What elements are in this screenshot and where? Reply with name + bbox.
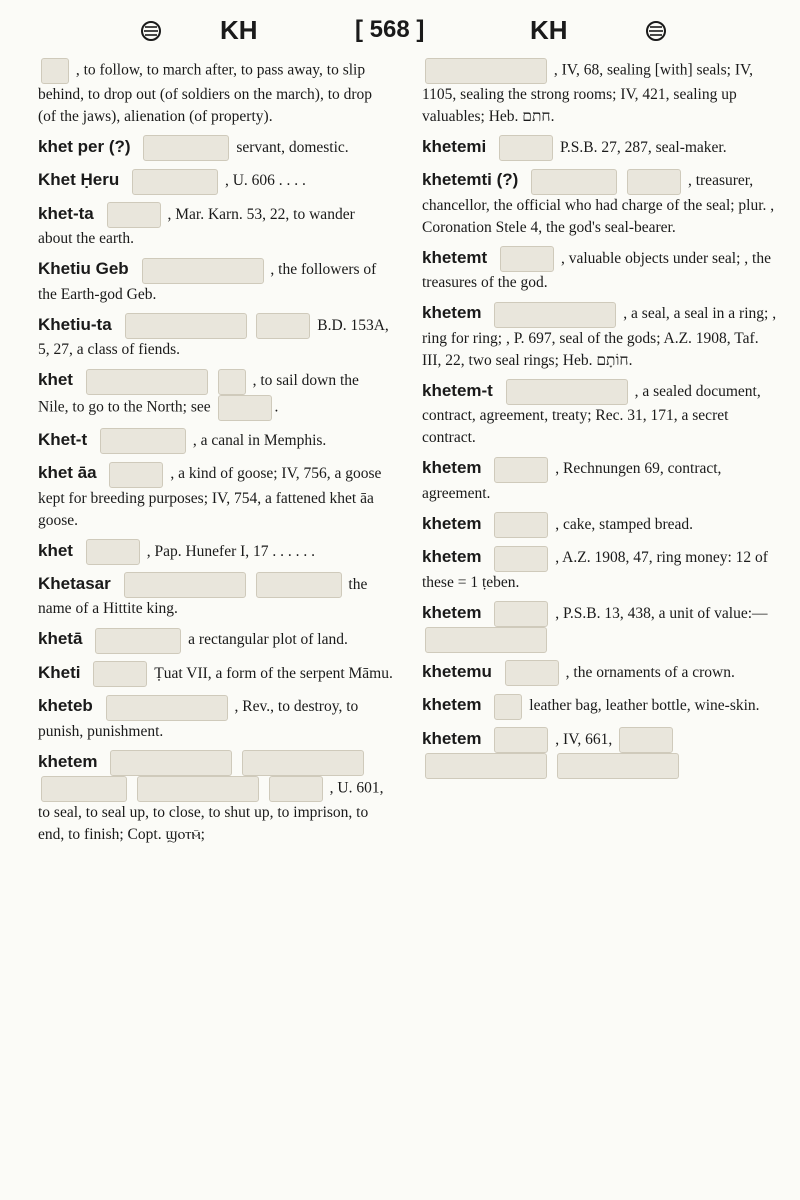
- dictionary-entry: [38, 313, 393, 361]
- hieroglyph-group: [557, 753, 679, 779]
- entry-definition: , U. 601, to seal, to seal up, to close, to shut up, to imprison, to end, to finish; Copt. ϣⲟⲧⲙ̄;: [38, 779, 384, 844]
- placenta-sieve-icon: [645, 18, 667, 49]
- hieroglyph-group: [531, 169, 617, 195]
- hieroglyph-group: [110, 750, 232, 776]
- entry-headword: khetem: [422, 547, 482, 567]
- entry-headword: khet-ta: [38, 203, 94, 223]
- hieroglyph-group: [218, 395, 272, 421]
- entry-definition: , IV, 68, sealing [with] seals; IV, 1105, sealing the strong rooms; IV, 421, sealing up valuables; Heb. חתם.: [422, 61, 754, 125]
- entry-definition: , treasurer, chancellor, the official who had charge of the seal; plur. , Coronation Stele 4, the god's seal-bearer.: [422, 172, 775, 236]
- right-column: [422, 58, 777, 786]
- hieroglyph-group: [86, 369, 208, 395]
- hieroglyph-group: [425, 627, 547, 653]
- entry-headword: khetem: [422, 303, 482, 323]
- entry-definition: , Rechnungen 69, contract, agreement.: [422, 460, 722, 502]
- entry-definition: Ṭuat VII, a form of the serpent Māmu.: [154, 664, 393, 682]
- entry-headword: khetemi: [422, 137, 487, 156]
- entry-definition: a rectangular plot of land.: [188, 631, 348, 649]
- hieroglyph-group: [506, 379, 628, 405]
- hieroglyph-group: [137, 776, 259, 802]
- entry-headword: khetem: [422, 728, 482, 748]
- entry-definition: , Mar. Karn. 53, 22, to wander about the earth.: [38, 205, 355, 248]
- dictionary-entry: [38, 661, 393, 687]
- hieroglyph-group: [494, 302, 616, 328]
- dictionary-entry: [38, 58, 393, 128]
- hieroglyph-group: [242, 750, 364, 776]
- dictionary-entry: [422, 58, 777, 128]
- page-header: [0, 10, 800, 50]
- entry-definition: , P.S.B. 13, 438, a unit of value:—: [555, 604, 768, 622]
- entry-definition: , Pap. Hunefer I, 17 . . . . . .: [146, 542, 316, 560]
- entry-headword: Khetasar: [38, 573, 111, 593]
- dictionary-entry: [38, 750, 393, 846]
- hieroglyph-group: [499, 135, 553, 161]
- hieroglyph-group: [107, 202, 161, 228]
- entry-definition: , the followers of the Earth-god Geb.: [38, 261, 377, 303]
- entry-headword: khetā: [38, 629, 83, 649]
- hieroglyph-group: [93, 661, 147, 687]
- hieroglyph-group: [124, 572, 246, 598]
- dictionary-entry: [422, 660, 777, 686]
- entry-headword: khetem-t: [422, 380, 493, 400]
- entry-definition: leather bag, leather bottle, wine-skin.: [529, 697, 760, 715]
- entry-definition: , A.Z. 1908, 47, ring money: 12 of these = 1 ṭeben.: [422, 549, 768, 591]
- entry-definition: , a canal in Memphis.: [192, 431, 327, 449]
- entry-headword: khetem: [422, 458, 482, 478]
- entry-headword: Khet Ḥeru: [38, 170, 120, 190]
- entry-definition: , cake, stamped bread.: [555, 515, 693, 533]
- entry-headword: khetem: [422, 695, 482, 715]
- entry-headword: khet: [38, 540, 73, 560]
- entry-definition: , the ornaments of a crown.: [565, 663, 735, 681]
- dictionary-entry: [38, 257, 393, 305]
- entry-definition: , a seal, a seal in a ring; , ring for ring; , P. 697, seal of the gods; A.Z. 1908, Taf. III, 22, two seal rings; Heb. חוֹתָם.: [422, 305, 777, 369]
- dictionary-entry: khet , to sail down the Nile, to go to the North; see .: [38, 368, 393, 420]
- entry-headword: kheteb: [38, 696, 93, 716]
- hieroglyph-group: [494, 546, 548, 572]
- hieroglyph-group: [269, 776, 323, 802]
- hieroglyph-group: [494, 727, 548, 753]
- hieroglyph-group: [41, 776, 127, 802]
- hieroglyph-group: [132, 169, 218, 195]
- hieroglyph-group: [109, 462, 163, 488]
- entry-headword: Khetiu Geb: [38, 259, 129, 279]
- hieroglyph-group: [425, 58, 547, 84]
- hieroglyph-group: [425, 753, 547, 779]
- entry-definition: the name of a Hittite king.: [38, 575, 368, 618]
- entry-definition: B.D. 153A, 5, 27, a class of fiends.: [38, 316, 389, 359]
- hieroglyph-group: [256, 572, 342, 598]
- header-right-title: KH: [530, 14, 568, 45]
- dictionary-entry: [38, 168, 393, 194]
- dictionary-entry: [38, 627, 393, 653]
- hieroglyph-group: [142, 258, 264, 284]
- dictionary-entry: [422, 135, 777, 161]
- dictionary-entry: [38, 428, 393, 454]
- dictionary-entry: [422, 512, 777, 538]
- hieroglyph-group: [494, 694, 522, 720]
- entry-headword: khet āa: [38, 463, 97, 483]
- entry-definition: , a sealed document, contract, agreement, treaty; Rec. 31, 171, a secret contract.: [422, 382, 761, 447]
- entry-headword: khetemt: [422, 247, 488, 267]
- hieroglyph-group: [494, 601, 548, 627]
- placenta-sieve-icon: [140, 18, 162, 49]
- dictionary-entry: [422, 379, 777, 449]
- hieroglyph-group: [218, 369, 246, 395]
- dictionary-entry: [38, 135, 393, 161]
- entry-headword: khetemti (?): [422, 170, 519, 190]
- hieroglyph-group: [619, 727, 673, 753]
- hieroglyph-group: [143, 135, 229, 161]
- dictionary-entry: [422, 168, 777, 238]
- hieroglyph-group: [505, 660, 559, 686]
- entry-headword: Kheti: [38, 662, 81, 682]
- entry-definition: , to sail down the Nile, to go to the North; see: [38, 372, 359, 416]
- entry-definition: , to follow, to march after, to pass away, to slip behind, to drop out (of soldiers on the march), to drop (of the jaws), alienation (of property).: [38, 61, 373, 125]
- hieroglyph-group: [125, 313, 247, 339]
- dictionary-entry: [38, 694, 393, 742]
- dictionary-entry: [422, 456, 777, 504]
- hieroglyph-group: [106, 695, 228, 721]
- entry-headword: khetem: [422, 513, 482, 533]
- entry-definition: , Rev., to destroy, to punish, punishment.: [38, 698, 359, 740]
- dictionary-entry: [422, 301, 777, 371]
- dictionary-entry: [38, 461, 393, 531]
- hieroglyph-group: [627, 169, 681, 195]
- dictionary-entry: [422, 246, 777, 294]
- entry-headword: khet per (?): [38, 137, 131, 156]
- hieroglyph-group: [494, 512, 548, 538]
- entry-definition: servant, domestic.: [236, 139, 349, 156]
- left-column: [38, 58, 393, 853]
- entry-headword: khetem: [422, 602, 482, 622]
- dictionary-entry: [422, 545, 777, 593]
- entry-definition: P.S.B. 27, 287, seal-maker.: [560, 139, 727, 156]
- entry-definition: , U. 606 . . . .: [224, 172, 306, 190]
- dictionary-entry: [422, 601, 777, 653]
- hieroglyph-group: [86, 539, 140, 565]
- entry-headword: Khet-t: [38, 429, 88, 449]
- hieroglyph-group: [100, 428, 186, 454]
- hieroglyph-group: [500, 246, 554, 272]
- entry-headword: khetemu: [422, 661, 492, 681]
- hieroglyph-group: [95, 628, 181, 654]
- hieroglyph-group: [256, 313, 310, 339]
- entry-headword: khetem: [38, 751, 98, 771]
- entry-definition: , IV, 661,: [555, 730, 613, 748]
- dictionary-entry: [422, 727, 777, 779]
- page-number: [ 568 ]: [355, 16, 425, 43]
- hieroglyph-group: [41, 58, 69, 84]
- dictionary-entry: [38, 572, 393, 620]
- entry-definition: , a kind of goose; IV, 756, a goose kept for breeding purposes; IV, 754, a fattened khet āa goose.: [38, 465, 382, 529]
- hieroglyph-group: [494, 457, 548, 483]
- dictionary-entry: [38, 539, 393, 565]
- entry-definition: , valuable objects under seal; , the treasures of the god.: [422, 249, 771, 292]
- entry-headword: khet: [38, 370, 73, 390]
- dictionary-entry: [422, 693, 777, 719]
- entry-headword: Khetiu-ta: [38, 314, 112, 334]
- dictionary-entry: [38, 202, 393, 250]
- header-left-title: KH: [220, 14, 258, 45]
